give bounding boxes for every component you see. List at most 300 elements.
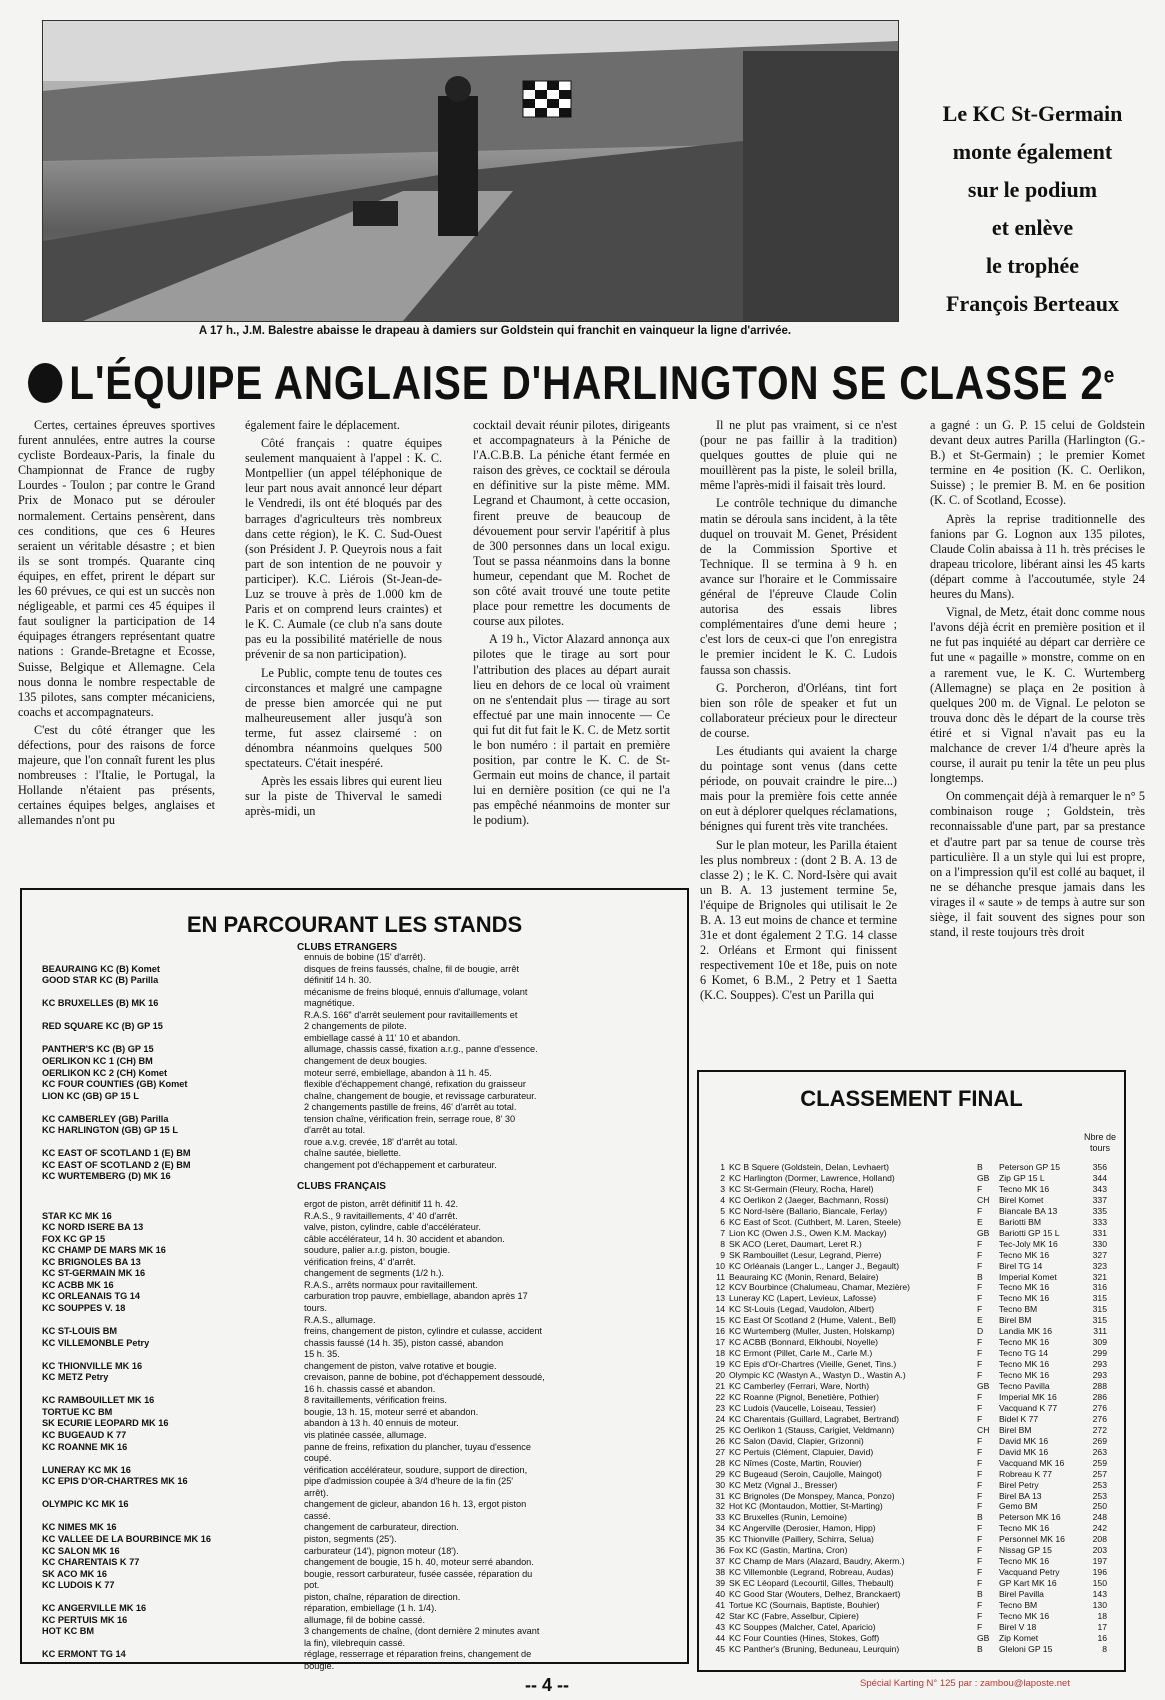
classement-team: KC Nîmes (Coste, Martin, Rouvier) bbox=[729, 1457, 862, 1468]
stand-club: KC THIONVILLE MK 16 bbox=[42, 1360, 143, 1371]
paragraph: cocktail devait réunir pilotes, dirigeants et accompagnateurs à la Péniche de l'A.C.B.B. La péniche étant fermée en raison des grèves, ce cocktail se déroula en définitive sur la piste même. MM. Legrand et Chaumont, à cette occasion, firent preuve de beaucoup de dévouement pour servir l'apéritif à plus de 300 personnes dans un local exigu. Tout se passa néanmoins dans la bonne humeur, cependant que M. Rochet de son côté avait trouvé une toute petite place pour remettre les documents de course aux pilotes. bbox=[473, 418, 670, 629]
stand-description: piston, segments (25'). bbox=[304, 1533, 397, 1544]
stand-description: disques de freins faussés, chaîne, fil de bougie, arrêt bbox=[304, 963, 520, 974]
classement-laps: 263 bbox=[1092, 1446, 1107, 1457]
headline-text: L'ÉQUIPE ANGLAISE D'HARLINGTON SE CLASSE 2 bbox=[69, 356, 1104, 409]
stand-description: roue a.v.g. crevée, 18' d'arrêt au total. bbox=[304, 1136, 458, 1147]
classement-chassis-engine: Birel BM bbox=[999, 1315, 1032, 1326]
classement-laps: 259 bbox=[1092, 1457, 1107, 1468]
clubs-etrangers-heading: CLUBS ETRANGERS bbox=[297, 942, 398, 953]
classement-nationality: F bbox=[977, 1260, 983, 1271]
classement-nationality: GB bbox=[977, 1227, 990, 1238]
classement-chassis-engine: Gemo BM bbox=[999, 1501, 1038, 1512]
classement-laps: 197 bbox=[1092, 1556, 1107, 1567]
stand-club: KC ST-GERMAIN MK 16 bbox=[42, 1268, 146, 1279]
stand-club: GOOD STAR KC (B) Parilla bbox=[42, 975, 159, 986]
classement-title: CLASSEMENT FINAL bbox=[800, 1086, 1023, 1111]
stand-description: allumage, chassis cassé, fixation a.r.g., panne d'essence. bbox=[304, 1044, 538, 1055]
stand-club: BEAURAING KC (B) Komet bbox=[42, 963, 160, 974]
main-headline bbox=[28, 355, 1115, 410]
classement-laps: 17 bbox=[1097, 1621, 1107, 1632]
article-column-3 bbox=[473, 418, 670, 829]
stand-description: pipe d'admission coupée à 3/4 d'heure de la fin (25' bbox=[304, 1476, 514, 1487]
classement-team: KC Panther's (Bruning, Beduneau, Leurquin) bbox=[729, 1643, 900, 1654]
classement-team: Lion KC (Owen J.S., Owen K.M. Mackay) bbox=[729, 1227, 887, 1238]
classement-team: SK ACO (Leret, Daumart, Leret R.) bbox=[729, 1238, 862, 1249]
classement-laps: 143 bbox=[1092, 1589, 1107, 1600]
classement-rank: 14 bbox=[715, 1304, 725, 1315]
stand-description: panne de freins, refixation du plancher, tuyau d'essence bbox=[304, 1441, 531, 1452]
classement-laps: 242 bbox=[1092, 1523, 1107, 1534]
classement-rank: 26 bbox=[715, 1435, 725, 1446]
classement-laps: 335 bbox=[1092, 1205, 1107, 1216]
classement-nationality: F bbox=[977, 1183, 983, 1194]
classement-laps: 344 bbox=[1092, 1172, 1107, 1183]
stand-club: KC METZ Petry bbox=[42, 1372, 109, 1383]
classement-rank: 23 bbox=[715, 1402, 725, 1413]
side-headline-line: et enlève bbox=[991, 215, 1074, 240]
classement-box bbox=[697, 1070, 1126, 1672]
classement-laps: 343 bbox=[1092, 1183, 1107, 1194]
classement-team: Fox KC (Gastin, Martina, Cron) bbox=[729, 1545, 848, 1556]
classement-rank: 20 bbox=[715, 1370, 725, 1381]
classement-rank: 10 bbox=[715, 1260, 725, 1271]
classement-team: KC Camberley (Ferrari, Ware, North) bbox=[729, 1381, 870, 1391]
classement-nationality: F bbox=[977, 1457, 983, 1468]
classement-chassis-engine: Tec-Joly MK 16 bbox=[999, 1238, 1058, 1249]
stand-club: KC ORLEANAIS TG 14 bbox=[42, 1291, 141, 1302]
classement-laps: 293 bbox=[1092, 1370, 1107, 1381]
classement-nationality: F bbox=[977, 1402, 983, 1413]
classement-team: KC Brignoles (De Monspey, Manca, Ponzo) bbox=[729, 1490, 895, 1501]
classement-nationality: F bbox=[977, 1490, 983, 1501]
stand-club: RED SQUARE KC (B) GP 15 bbox=[42, 1021, 163, 1032]
classement-chassis-engine: Tecno BM bbox=[999, 1304, 1038, 1315]
stand-description: 2 changements de pilote. bbox=[304, 1021, 407, 1032]
classement-nationality: GB bbox=[977, 1632, 990, 1643]
article-column-5 bbox=[930, 418, 1145, 940]
classement-team: KC Nord-Isère (Ballario, Biancale, Ferlay) bbox=[729, 1205, 888, 1216]
classement-laps: 248 bbox=[1092, 1512, 1107, 1523]
classement-team: KC Oerlikon 2 (Jaeger, Bachmann, Rossi) bbox=[729, 1194, 889, 1205]
classement-nationality: F bbox=[977, 1545, 983, 1556]
classement-nationality: D bbox=[977, 1326, 984, 1337]
classement-chassis-engine: Tecno MK 16 bbox=[999, 1610, 1050, 1621]
classement-laps: 276 bbox=[1092, 1402, 1107, 1413]
classement-laps: 311 bbox=[1093, 1326, 1107, 1337]
stand-description: vérification freins, 4' d'arrêt. bbox=[304, 1256, 416, 1267]
paragraph: Il ne plut pas vraiment, si ce n'est (pour ne pas faillir à la tradition) quelques gouttes de pluie qui ne mouillèrent pas la piste, le soleil brilla, même l'après-midi il faisait très lourd. bbox=[700, 418, 897, 493]
classement-rank: 40 bbox=[715, 1589, 725, 1600]
classement-team: KC Four Counties (Hines, Stokes, Goff) bbox=[729, 1632, 880, 1643]
stand-description: tension chaîne, vérification frein, serrage roue, 8' 30 bbox=[304, 1113, 516, 1124]
classement-laps: 315 bbox=[1092, 1293, 1107, 1304]
photo-caption: A 17 h., J.M. Balestre abaisse le drapeau à damiers sur Goldstein qui franchit en vainqueur la ligne d'arrivée. bbox=[198, 325, 792, 337]
stand-description: réparation, embiellage (1 h. 1/4). bbox=[304, 1603, 437, 1614]
classement-rank: 6 bbox=[720, 1216, 725, 1227]
classement-chassis-engine: Tecno MK 16 bbox=[999, 1359, 1050, 1370]
classement-chassis-engine: Tecno MK 16 bbox=[999, 1337, 1050, 1348]
classement-laps: 356 bbox=[1092, 1162, 1107, 1172]
classement-rank: 36 bbox=[715, 1545, 725, 1556]
classement-laps: 253 bbox=[1092, 1479, 1107, 1490]
classement-laps: 272 bbox=[1092, 1424, 1107, 1435]
classement-team: KC St-Germain (Fleury, Rocha, Harel) bbox=[729, 1183, 874, 1194]
stand-club: KC CHAMP DE MARS MK 16 bbox=[42, 1245, 166, 1256]
stand-description: pot. bbox=[304, 1580, 320, 1591]
stand-description: valve, piston, cylindre, cable d'accélérateur. bbox=[304, 1222, 481, 1233]
stand-club: KC ST-LOUIS BM bbox=[42, 1326, 118, 1337]
classement-rank: 30 bbox=[715, 1479, 725, 1490]
stand-description: bougie. bbox=[304, 1661, 335, 1671]
classement-rank: 11 bbox=[716, 1271, 725, 1282]
stand-description: vérification accélérateur, soudure, support de direction, bbox=[304, 1464, 528, 1475]
classement-team: KC Souppes (Malcher, Catel, Aparicio) bbox=[729, 1621, 876, 1632]
classement-team: KC Oerlikon 1 (Stauss, Carigiet, Veldmann) bbox=[729, 1424, 895, 1435]
article-column-4 bbox=[700, 418, 897, 1004]
stand-description: moteur serré, embiellage, abandon à 11 h. 45. bbox=[304, 1067, 492, 1078]
stand-description: R.A.S., 9 ravitaillements, 4' 40 d'arrêt. bbox=[304, 1210, 458, 1221]
classement-rank: 16 bbox=[715, 1326, 725, 1337]
classement-chassis-engine: Bariotti GP 15 L bbox=[999, 1227, 1060, 1238]
classement-team: KC Epis d'Or-Chartres (Vieille, Genet, Tins.) bbox=[729, 1359, 897, 1370]
stand-club: STAR KC MK 16 bbox=[42, 1210, 112, 1221]
article-column-1 bbox=[18, 418, 215, 829]
paragraph: Côté français : quatre équipes seulement manquaient à l'appel : K. C. Montpellier (un appel téléphonique de leur part nous avait annoncé leur départ le Vendredi, ils ont été bloqués par des barrages d'agriculteurs très nombreux dans cette région), le K. C. Sud-Ouest (son Président J. P. Queyrois nous a fait part de son intention de ne pouvoir y participer). K.C. Liérois (St-Jean-de-Luz se trouve à près de 1.000 km de Paris et on comprend leurs craintes) et le K. C. Aumale (ce club n'a sans doute pas eu la possibilité matérielle de nous prévenir de sa non participation). bbox=[245, 436, 442, 662]
classement-chassis-engine: Tecno MK 16 bbox=[999, 1523, 1050, 1534]
stand-description: coupé. bbox=[304, 1453, 332, 1464]
classement-nationality: CH bbox=[977, 1194, 990, 1205]
stand-description: carburateur (14'), pignon moteur (18'). bbox=[304, 1545, 459, 1556]
classement-rank: 43 bbox=[715, 1621, 725, 1632]
classement-nationality: F bbox=[977, 1293, 983, 1304]
stand-club: LION KC (GB) GP 15 L bbox=[42, 1090, 139, 1101]
classement-chassis-engine: Robreau K 77 bbox=[999, 1468, 1053, 1479]
page-number: -- 4 -- bbox=[525, 1675, 569, 1695]
stand-description: abandon à 13 h. 40 ennuis de moteur. bbox=[304, 1418, 459, 1429]
classement-rank: 31 bbox=[715, 1490, 725, 1501]
classement-chassis-engine: Tecno MK 16 bbox=[999, 1370, 1050, 1381]
classement-nationality: F bbox=[977, 1534, 983, 1545]
classement-rank: 42 bbox=[715, 1610, 725, 1621]
classement-laps: 250 bbox=[1092, 1501, 1107, 1512]
classement-rank: 32 bbox=[715, 1501, 725, 1512]
paragraph: Les étudiants qui avaient la charge du pointage sont venus (dans cette période, on pouvait craindre le pire...) mais pour la première fois cette année on eut à déplorer quelques réclamations, bénignes qui furent très vite tranchées. bbox=[700, 743, 897, 834]
classement-nationality: F bbox=[977, 1523, 983, 1534]
stand-description: 16 h. chassis cassé et abandon. bbox=[304, 1383, 436, 1394]
classement-rank: 29 bbox=[715, 1468, 725, 1479]
footer-credit: Spécial Karting N° 125 par : zambou@laposte.net bbox=[860, 1678, 1070, 1689]
stand-description: définitif 14 h. 30. bbox=[304, 975, 372, 986]
classement-rank: 4 bbox=[720, 1194, 725, 1205]
stand-club: KC ERMONT TG 14 bbox=[42, 1649, 126, 1660]
classement-team: KC Salon (David, Clapier, Grizonni) bbox=[729, 1435, 864, 1446]
stand-club: KC BUGEAUD K 77 bbox=[42, 1430, 127, 1440]
classement-nationality: F bbox=[977, 1413, 983, 1424]
stand-description: vis platinée cassée, allumage. bbox=[304, 1430, 427, 1440]
classement-team: KC East Of Scotland 2 (Hume, Valent., Bell) bbox=[729, 1315, 897, 1326]
stand-club: KC VILLEMONBLE Petry bbox=[42, 1337, 150, 1348]
classement-rank: 35 bbox=[715, 1534, 725, 1545]
classement-nationality: B bbox=[977, 1589, 983, 1600]
stand-description: bougie, 13 h. 15, moteur serré et abandon. bbox=[304, 1406, 479, 1417]
classement-nationality: E bbox=[977, 1315, 983, 1326]
classement-rank: 2 bbox=[720, 1172, 725, 1183]
classement-team: SK Rambouillet (Lesur, Legrand, Pierre) bbox=[729, 1249, 882, 1260]
classement-team: Hot KC (Montaudon, Mottier, St-Marting) bbox=[729, 1501, 883, 1512]
stand-description: R.A.S., arrêts normaux pour ravitaillement. bbox=[304, 1279, 478, 1290]
classement-rank: 19 bbox=[715, 1359, 725, 1370]
classement-chassis-engine: Vacquand Petry bbox=[999, 1567, 1060, 1578]
classement-nationality: F bbox=[977, 1282, 983, 1293]
stand-description: flexible d'échappement changé, refixation du graisseur bbox=[304, 1079, 526, 1090]
classement-chassis-engine: Biancale BA 13 bbox=[999, 1205, 1058, 1216]
paragraph: C'est du côté étranger que les défections, pour des raisons de force majeure, que l'on connaît furent les plus nombreuses : l'Italie, le Portugal, la Hollande n'étaient pas présents, certaines équipes belges, anglaises et allemandes n'ont pu bbox=[18, 722, 215, 828]
stand-description: chaîne, changement de bougie, et revissage carburateur. bbox=[304, 1090, 537, 1101]
stand-club: KC LUDOIS K 77 bbox=[42, 1580, 115, 1591]
stand-description: 8 ravitaillements, vérification freins. bbox=[304, 1395, 447, 1406]
classement-chassis-engine: Birel Petry bbox=[999, 1479, 1039, 1490]
classement-rank: 13 bbox=[715, 1293, 725, 1304]
stand-description: câble accélérateur, 14 h. 30 accident et abandon. bbox=[304, 1233, 505, 1244]
stand-club: OERLIKON KC 2 (CH) Komet bbox=[42, 1067, 168, 1078]
classement-team: KC Champ de Mars (Alazard, Baudry, Akerm.) bbox=[729, 1556, 905, 1567]
classement-laps: 130 bbox=[1092, 1600, 1107, 1610]
stand-club: KC EAST OF SCOTLAND 1 (E) BM bbox=[42, 1148, 191, 1159]
classement-chassis-engine: Zip GP 15 L bbox=[999, 1172, 1045, 1183]
classement-chassis-engine: Bidel K 77 bbox=[999, 1413, 1039, 1424]
classement-chassis-engine: Birel Komet bbox=[999, 1194, 1044, 1205]
classement-rank: 22 bbox=[715, 1391, 725, 1402]
classement-rank: 27 bbox=[715, 1446, 725, 1457]
classement-laps: 196 bbox=[1092, 1567, 1107, 1578]
paragraph: Le contrôle technique du dimanche matin se déroula sans incident, à la tête duquel on trouvait M. Genet, Président de la Commission Sportive et Technique. Il se termina à 9 h. en avance sur l'horaire et le Commissaire général de l'épreuve Claude Colin autorisa des essais libres complémentaires d'une demi heure ; c'est lors de ceux-ci que l'on enregistra le premier incident le K. C. Ludois faussa son chassis. bbox=[700, 496, 897, 677]
classement-rank: 8 bbox=[720, 1238, 725, 1249]
side-headline-line: Le KC St-Germain bbox=[942, 101, 1123, 126]
classement-laps: 316 bbox=[1092, 1282, 1107, 1293]
paragraph: Certes, certaines épreuves sportives furent annulées, entre autres la course cycliste Bordeaux-Paris, la finale du Championnat de France de rugby Lourdes - Toulon ; par contre le Grand Prix de Monaco put se dérouler normalement. Certains pensèrent, dans ces conditions, que ces 6 Heures seraient un véritable désastre ; et bien ils se sont trompés. Quarante cinq équipes, en effet, prirent le départ sur les 60 prévues, ce qui est un succès non négligeable, et parmi ces 45 équipes il faut souligner la participation de 14 équipages étrangers représentant quatre nations : Grande-Bretagne et Ecosse, Suisse, Belgique et Allemagne. Cela nous donna le nombre respectable de 135 pilotes, sans compter mécaniciens, coachs et accompagnateurs. bbox=[18, 418, 215, 719]
classement-nationality: F bbox=[977, 1556, 983, 1567]
headline-sup: e bbox=[1103, 362, 1116, 388]
classement-laps: 257 bbox=[1092, 1468, 1107, 1479]
classement-laps: 203 bbox=[1092, 1545, 1107, 1556]
classement-laps: 150 bbox=[1092, 1578, 1107, 1589]
classement-rank: 18 bbox=[715, 1348, 725, 1359]
classement-rank: 9 bbox=[720, 1249, 725, 1260]
classement-nationality: F bbox=[977, 1391, 983, 1402]
classement-rank: 5 bbox=[720, 1205, 725, 1216]
stand-description: soudure, palier a.r.g. piston, bougie. bbox=[304, 1245, 451, 1256]
classement-laps: 321 bbox=[1092, 1271, 1107, 1282]
classement-rank: 12 bbox=[715, 1282, 725, 1293]
classement-nationality: CH bbox=[977, 1424, 990, 1435]
classement-team: KCV Bourbince (Chalumeau, Chamar, Mezière) bbox=[729, 1282, 911, 1293]
classement-laps: 299 bbox=[1092, 1348, 1107, 1359]
classement-nationality: F bbox=[977, 1359, 983, 1370]
classement-rank: 44 bbox=[715, 1632, 725, 1643]
classement-nationality: F bbox=[977, 1370, 983, 1381]
classement-laps: 337 bbox=[1092, 1194, 1107, 1205]
article-column-2 bbox=[245, 418, 442, 819]
stand-description: crevaison, panne de bobine, pot d'échappement dessoudé, bbox=[304, 1372, 545, 1383]
classement-nationality: F bbox=[977, 1348, 983, 1359]
classement-nationality: F bbox=[977, 1446, 983, 1457]
stand-description: ergot de piston, arrêt définitif 11 h. 42. bbox=[304, 1199, 459, 1209]
classement-chassis-engine: Tecno Pavilla bbox=[999, 1381, 1050, 1391]
classement-nationality: B bbox=[977, 1643, 983, 1654]
classement-laps: 253 bbox=[1092, 1490, 1107, 1501]
classement-laps: 16 bbox=[1097, 1632, 1107, 1643]
stand-club: KC WURTEMBERG (D) MK 16 bbox=[42, 1171, 171, 1182]
classement-chassis-engine: Vacquand K 77 bbox=[999, 1402, 1058, 1413]
classement-laps: 8 bbox=[1102, 1643, 1107, 1654]
stand-description: freins, changement de piston, cylindre et culasse, accident bbox=[304, 1326, 542, 1337]
stand-description: R.A.S. 166" d'arrêt seulement pour ravitaillements et bbox=[304, 1009, 518, 1020]
classement-chassis-engine: Tecno MK 16 bbox=[999, 1249, 1050, 1260]
paragraph: On commençait déjà à remarquer le n° 5 combinaison rouge ; Goldstein, très reconnaissable d'une part, par sa prestance et d'autre part par sa tenue de course très particulière. Il a un style qui lui est propre, on a l'impression qu'il est collé au baquet, il ne se déhanche presque jamais dans les virages il « saute » de temps à autre sur son siège, il fait souvent des signes pour son stand, il reste toujours très droit bbox=[930, 789, 1145, 940]
stand-club: KC FOUR COUNTIES (GB) Komet bbox=[42, 1079, 188, 1090]
classement-nationality: F bbox=[977, 1468, 983, 1479]
classement-team: KC ACBB (Bonnard, Elkhoubi, Noyelle) bbox=[729, 1337, 879, 1348]
classement-team: Olympic KC (Wastyn A., Wastyn D., Wastin A.) bbox=[729, 1370, 906, 1381]
classement-chassis-engine: Tecno MK 16 bbox=[999, 1282, 1050, 1293]
classement-rank: 33 bbox=[715, 1512, 725, 1523]
stand-club: KC EAST OF SCOTLAND 2 (E) BM bbox=[42, 1159, 191, 1170]
classement-chassis-engine: Tecno MK 16 bbox=[999, 1293, 1050, 1304]
stand-description: changement pot d'échappement et carburateur. bbox=[304, 1159, 497, 1170]
classement-nationality: F bbox=[977, 1337, 983, 1348]
classement-nationality: F bbox=[977, 1435, 983, 1446]
classement-team: KC Angerville (Derosier, Hamon, Hipp) bbox=[729, 1523, 876, 1534]
classement-laps: 208 bbox=[1092, 1534, 1107, 1545]
stand-club: PANTHER'S KC (B) GP 15 bbox=[42, 1044, 154, 1055]
side-headline-line: monte également bbox=[952, 139, 1113, 164]
stand-description: changement de piston, valve rotative et bougie. bbox=[304, 1360, 497, 1371]
stand-club: SK ECURIE LEOPARD MK 16 bbox=[42, 1418, 169, 1429]
classement-nationality: GB bbox=[977, 1172, 990, 1183]
stand-description: mécanisme de freins bloqué, ennuis d'allumage, volant bbox=[304, 986, 528, 997]
classement-rank: 15 bbox=[715, 1315, 725, 1326]
classement-chassis-engine: Birel Pavilla bbox=[999, 1589, 1044, 1600]
stand-description: changement de segments (1/2 h.). bbox=[304, 1268, 444, 1279]
paragraph: Après les essais libres qui eurent lieu sur la piste de Thiverval le samedi après-midi, un bbox=[245, 774, 442, 819]
classement-laps: 293 bbox=[1092, 1359, 1107, 1370]
classement-rank: 41 bbox=[715, 1600, 725, 1610]
classement-chassis-engine: GP Kart MK 16 bbox=[999, 1578, 1057, 1589]
side-headline-line: François Berteaux bbox=[946, 291, 1119, 316]
classement-chassis-engine: Gleloni GP 15 bbox=[999, 1643, 1053, 1654]
stand-description: d'arrêt au total. bbox=[304, 1125, 365, 1136]
stand-description: arrêt). bbox=[304, 1487, 329, 1498]
paragraph: également faire le déplacement. bbox=[245, 418, 400, 432]
classement-team: KC Ermont (Pillet, Carle M., Carle M.) bbox=[729, 1348, 873, 1359]
classement-team: KC Bugeaud (Seroin, Caujolle, Maingot) bbox=[729, 1468, 882, 1479]
classement-nationality: F bbox=[977, 1610, 983, 1621]
stand-club: KC EPIS D'OR-CHARTRES MK 16 bbox=[42, 1476, 188, 1487]
stand-club: KC RAMBOUILLET MK 16 bbox=[42, 1395, 155, 1406]
stand-description: ennuis de bobine (15' d'arrêt). bbox=[304, 952, 426, 962]
classement-team: Luneray KC (Lapert, Levieux, Lafosse) bbox=[729, 1293, 877, 1304]
classement-rank: 24 bbox=[715, 1413, 725, 1424]
classement-team: Tortue KC (Sournais, Baptiste, Bouhier) bbox=[729, 1600, 880, 1610]
bullet-icon bbox=[28, 363, 62, 403]
classement-laps: 286 bbox=[1092, 1391, 1107, 1402]
paragraph: a gagné : un G. P. 15 celui de Goldstein devant deux autres Parilla (Harlington (G.-B.) et St-Germain) ; le premier Komet termine en 4e position (K. C. Oerlikon, Suisse) ; le premier B. M. en 6e position (K. C. of Scotland, Ecosse). bbox=[930, 418, 1145, 508]
classement-nationality: F bbox=[977, 1600, 983, 1610]
classement-laps: 288 bbox=[1092, 1381, 1107, 1391]
side-headline bbox=[920, 95, 1145, 323]
classement-rank: 7 bbox=[720, 1227, 725, 1238]
stand-description: 2 changements pastille de freins, 46' d'arrêt au total. bbox=[304, 1102, 517, 1113]
stand-description: bougie, ressort carburateur, fusée cassée, réparation du bbox=[304, 1568, 533, 1579]
stand-description: piston, chaîne, réparation de direction. bbox=[304, 1591, 461, 1602]
stand-club: KC ACBB MK 16 bbox=[42, 1279, 114, 1290]
classement-chassis-engine: Personnel MK 16 bbox=[999, 1534, 1065, 1545]
stand-description: embiellage cassé à 11' 10 et abandon. bbox=[304, 1032, 461, 1043]
clubs-francais-heading: CLUBS FRANÇAIS bbox=[297, 1181, 386, 1192]
paragraph: A 19 h., Victor Alazard annonça aux pilotes que le tirage au sort pour l'attribution des places au départ aurait lieu en dehors de ce local où vraiment on ne s'entendait plus — tirage au sort effectué par une main innocente — Ce qui fut dit fut fait le K. C. de Metz sortit le bon numéro : il partait en première position, par contre le K. C. de St-Germain eut moins de chance, il partait lui en dernière position (ce qui ne l'a pas empêché néanmoins de monter sur le podium). bbox=[473, 632, 670, 828]
race-photo-illustration bbox=[43, 21, 898, 321]
classement-team: KC Bruxelles (Runin, Lemoine) bbox=[729, 1512, 847, 1523]
classement-chassis-engine: Imperial Komet bbox=[999, 1271, 1057, 1282]
stand-club: HOT KC BM bbox=[42, 1626, 95, 1637]
classement-rank: 21 bbox=[715, 1381, 725, 1391]
classement-laps: 315 bbox=[1092, 1304, 1107, 1315]
classement-nationality: GB bbox=[977, 1381, 990, 1391]
stand-club: TORTUE KC BM bbox=[42, 1406, 113, 1417]
side-headline-line: sur le podium bbox=[967, 177, 1098, 202]
classement-laps: 331 bbox=[1092, 1227, 1107, 1238]
classement-team: KC Wurtemberg (Muller, Justen, Holskamp) bbox=[729, 1326, 895, 1337]
stand-club: OERLIKON KC 1 (CH) BM bbox=[42, 1055, 153, 1066]
stand-description: chaîne sautée, biellette. bbox=[304, 1148, 402, 1159]
stand-description: changement de bougie, 15 h. 40, moteur serré abandon. bbox=[304, 1557, 534, 1568]
classement-team: KC Thionville (Paillery, Schirra, Selua) bbox=[729, 1534, 874, 1545]
stand-club: OLYMPIC KC MK 16 bbox=[42, 1499, 129, 1510]
stand-description: 15 h. 35. bbox=[304, 1349, 340, 1360]
stand-description: changement de gicleur, abandon 16 h. 13, ergot piston bbox=[304, 1499, 527, 1510]
stand-description: carburation trop pauvre, embiellage, abandon après 17 bbox=[304, 1291, 528, 1302]
classement-rank: 34 bbox=[715, 1523, 725, 1534]
classement-laps: 333 bbox=[1092, 1216, 1107, 1227]
classement-team: KC Orléanais (Langer L., Langer J., Begault) bbox=[729, 1260, 900, 1271]
classement-chassis-engine: David MK 16 bbox=[999, 1435, 1049, 1446]
classement-rank: 39 bbox=[715, 1578, 725, 1589]
classement-chassis-engine: Peterson GP 15 bbox=[999, 1162, 1060, 1172]
stands-box bbox=[20, 888, 689, 1671]
classement-chassis-engine: Tecno TG 14 bbox=[999, 1348, 1049, 1359]
classement-chassis-engine: Tecno MK 16 bbox=[999, 1183, 1050, 1194]
tours-header: Nbre de tours bbox=[1083, 1132, 1117, 1153]
stand-description: changement de carburateur, direction. bbox=[304, 1522, 459, 1533]
classement-rank: 28 bbox=[715, 1457, 725, 1468]
classement-nationality: B bbox=[977, 1271, 983, 1282]
paragraph: Sur le plan moteur, les Parilla étaient les plus nombreux : (dont 2 B. A. 13 de classe 2) ; le K. C. Nord-Isère qui avait un B. A. 13 justement termine 5e, l'équipe de Brignoles qui utilisait le 2e B. A. 13 eut moins de chance et termine 31e et dont également 2 T.G. 14 classe 2. Orléans et Ermont qui finissent respectivement 10e et 18e, puis on note 6 Komet, 6 B.M., 2 Petry et 1 Saetta (K.C. Souppes). C'est un Parilla qui bbox=[700, 837, 897, 1003]
stands-title: EN PARCOURANT LES STANDS bbox=[186, 912, 523, 937]
classement-laps: 323 bbox=[1092, 1260, 1107, 1271]
stand-description: cassé. bbox=[304, 1510, 331, 1521]
stand-club: KC NORD ISERE BA 13 bbox=[42, 1222, 144, 1233]
stand-club: KC SOUPPES V. 18 bbox=[42, 1302, 126, 1313]
classement-rank: 17 bbox=[715, 1337, 725, 1348]
classement-team: KC B Squere (Goldstein, Delan, Levhaert) bbox=[729, 1162, 890, 1172]
side-headline-line: le trophée bbox=[985, 253, 1080, 278]
stand-club: KC CAMBERLEY (GB) Parilla bbox=[42, 1113, 169, 1124]
classement-chassis-engine: David MK 16 bbox=[999, 1446, 1049, 1457]
classement-team: KC Harlington (Dormer, Lawrence, Holland) bbox=[729, 1172, 895, 1183]
classement-rank: 1 bbox=[720, 1162, 725, 1172]
stand-club: KC BRUXELLES (B) MK 16 bbox=[42, 998, 159, 1009]
